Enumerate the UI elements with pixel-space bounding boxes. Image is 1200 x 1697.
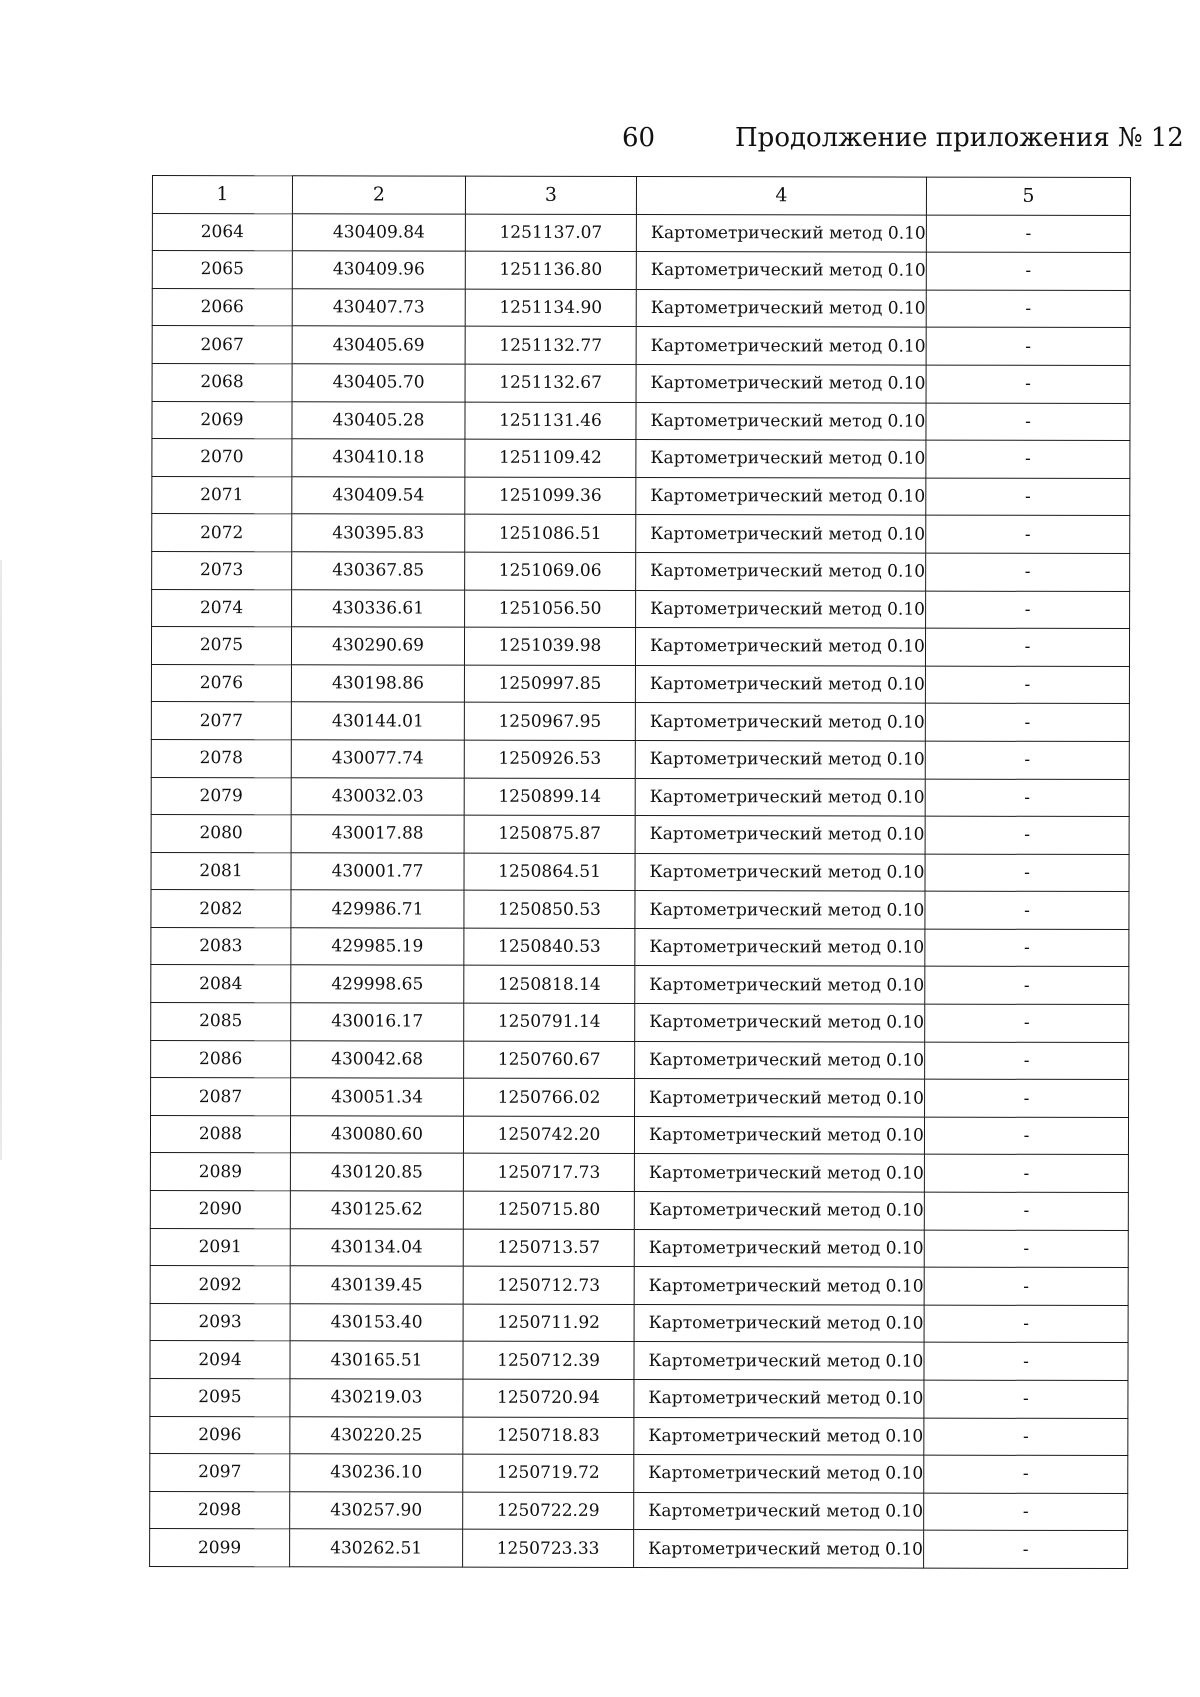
point-number-cell: 2094 <box>150 1341 290 1379</box>
x-coordinate-cell: 430409.84 <box>292 213 465 251</box>
point-number-cell: 2083 <box>151 927 291 965</box>
note-cell: - <box>924 1418 1128 1456</box>
method-cell: Картометрический метод 0.10 <box>634 1342 924 1380</box>
x-coordinate-cell: 430198.86 <box>291 665 464 703</box>
point-number-cell: 2077 <box>151 702 291 740</box>
x-coordinate-cell: 430409.54 <box>292 477 465 515</box>
y-coordinate-cell: 1250850.53 <box>464 890 635 928</box>
note-cell: - <box>925 891 1129 929</box>
table-row <box>151 739 1129 779</box>
y-coordinate-cell: 1250766.02 <box>464 1078 635 1116</box>
x-coordinate-cell: 430144.01 <box>291 702 464 740</box>
scan-edge-mark <box>0 560 2 1160</box>
y-coordinate-cell: 1250713.57 <box>463 1229 634 1267</box>
point-number-cell: 2082 <box>151 890 291 928</box>
method-cell: Картометрический метод 0.10 <box>635 778 925 816</box>
y-coordinate-cell: 1250864.51 <box>464 853 635 891</box>
method-cell: Картометрический метод 0.10 <box>635 928 925 966</box>
y-coordinate-cell: 1250712.39 <box>463 1342 634 1380</box>
method-cell: Картометрический метод 0.10 <box>634 1492 924 1530</box>
table-row <box>150 1266 1128 1306</box>
method-cell: Картометрический метод 0.10 <box>634 1380 924 1418</box>
y-coordinate-cell: 1250715.80 <box>463 1191 634 1229</box>
note-cell: - <box>924 1455 1128 1493</box>
x-coordinate-cell: 430220.25 <box>290 1416 463 1454</box>
note-cell: - <box>924 1343 1128 1381</box>
column-header-2: 2 <box>292 176 465 214</box>
table-row <box>150 1491 1128 1531</box>
x-coordinate-cell: 430405.69 <box>292 326 465 364</box>
table-row <box>152 514 1130 554</box>
point-number-cell: 2090 <box>150 1191 290 1229</box>
point-number-cell: 2084 <box>151 965 291 1003</box>
y-coordinate-cell: 1250840.53 <box>464 928 635 966</box>
coordinates-table-wrapper <box>149 175 1130 1569</box>
table-row <box>150 1191 1128 1231</box>
x-coordinate-cell: 430077.74 <box>291 740 464 778</box>
x-coordinate-cell: 430051.34 <box>291 1078 464 1116</box>
x-coordinate-cell: 430409.96 <box>292 251 465 289</box>
y-coordinate-cell: 1251132.67 <box>465 364 636 402</box>
table-row <box>150 1416 1128 1456</box>
table-row <box>151 815 1129 855</box>
x-coordinate-cell: 430017.88 <box>291 815 464 853</box>
page-number: 60 <box>622 123 656 153</box>
table-row <box>150 1153 1128 1193</box>
point-number-cell: 2085 <box>151 1003 291 1041</box>
x-coordinate-cell: 430395.83 <box>292 514 465 552</box>
note-cell: - <box>926 515 1130 553</box>
table-row <box>152 326 1130 366</box>
column-header-3: 3 <box>465 176 636 214</box>
table-row <box>152 439 1130 479</box>
method-cell: Картометрический метод 0.10 <box>634 1304 924 1342</box>
point-number-cell: 2081 <box>151 852 291 890</box>
y-coordinate-cell: 1250717.73 <box>463 1154 634 1192</box>
table-row <box>150 1454 1128 1494</box>
point-number-cell: 2067 <box>152 326 292 364</box>
method-cell: Картометрический метод 0.10 <box>635 1079 925 1117</box>
note-cell: - <box>924 1380 1128 1418</box>
note-cell: - <box>926 553 1130 591</box>
note-cell: - <box>926 365 1130 403</box>
point-number-cell: 2068 <box>152 363 292 401</box>
table-row <box>151 890 1129 930</box>
table-row <box>152 363 1130 403</box>
note-cell: - <box>924 1155 1128 1193</box>
method-cell: Картометрический метод 0.10 <box>636 289 926 327</box>
point-number-cell: 2097 <box>150 1454 290 1492</box>
note-cell: - <box>925 1079 1129 1117</box>
column-header-5: 5 <box>926 177 1130 215</box>
x-coordinate-cell: 429986.71 <box>291 890 464 928</box>
table-row <box>152 213 1130 253</box>
y-coordinate-cell: 1251137.07 <box>465 214 636 252</box>
y-coordinate-cell: 1250723.33 <box>463 1530 634 1568</box>
y-coordinate-cell: 1251086.51 <box>465 514 636 552</box>
table-row <box>150 1115 1128 1155</box>
y-coordinate-cell: 1251039.98 <box>464 627 635 665</box>
y-coordinate-cell: 1250720.94 <box>463 1379 634 1417</box>
table-row <box>152 589 1130 629</box>
method-cell: Картометрический метод 0.10 <box>635 740 925 778</box>
x-coordinate-cell: 430042.68 <box>291 1040 464 1078</box>
method-cell: Картометрический метод 0.10 <box>636 477 926 515</box>
point-number-cell: 2095 <box>150 1378 290 1416</box>
x-coordinate-cell: 430139.45 <box>290 1266 463 1304</box>
point-number-cell: 2075 <box>151 627 291 665</box>
note-cell: - <box>924 1267 1128 1305</box>
x-coordinate-cell: 430407.73 <box>292 289 465 327</box>
note-cell: - <box>924 1230 1128 1268</box>
x-coordinate-cell: 430134.04 <box>290 1228 463 1266</box>
table-row <box>150 1228 1128 1268</box>
table-row <box>152 251 1130 291</box>
x-coordinate-cell: 430016.17 <box>291 1003 464 1041</box>
note-cell: - <box>925 741 1129 779</box>
method-cell: Картометрический метод 0.10 <box>634 1116 924 1154</box>
point-number-cell: 2080 <box>151 815 291 853</box>
x-coordinate-cell: 430219.03 <box>290 1379 463 1417</box>
page-header <box>600 118 1184 158</box>
y-coordinate-cell: 1250997.85 <box>464 665 635 703</box>
x-coordinate-cell: 430236.10 <box>290 1454 463 1492</box>
note-cell: - <box>925 929 1129 967</box>
x-coordinate-cell: 429985.19 <box>291 928 464 966</box>
point-number-cell: 2093 <box>150 1303 290 1341</box>
y-coordinate-cell: 1250899.14 <box>464 778 635 816</box>
point-number-cell: 2074 <box>152 589 292 627</box>
note-cell: - <box>925 703 1129 741</box>
x-coordinate-cell: 430405.70 <box>292 364 465 402</box>
note-cell: - <box>925 1004 1129 1042</box>
method-cell: Картометрический метод 0.10 <box>636 590 926 628</box>
y-coordinate-cell: 1251109.42 <box>465 439 636 477</box>
appendix-title: Продолжение приложения № 12 <box>735 123 1184 153</box>
y-coordinate-cell: 1250722.29 <box>463 1492 634 1530</box>
y-coordinate-cell: 1251134.90 <box>465 289 636 327</box>
table-row <box>152 551 1130 591</box>
column-header-1: 1 <box>152 176 292 214</box>
method-cell: Картометрический метод 0.10 <box>634 1154 924 1192</box>
x-coordinate-cell: 429998.65 <box>291 965 464 1003</box>
table-row <box>152 476 1130 516</box>
method-cell: Картометрический метод 0.10 <box>635 966 925 1004</box>
method-cell: Картометрический метод 0.10 <box>636 252 926 290</box>
x-coordinate-cell: 430153.40 <box>290 1304 463 1342</box>
table-row <box>151 965 1129 1005</box>
x-coordinate-cell: 430125.62 <box>290 1191 463 1229</box>
method-cell: Картометрический метод 0.10 <box>635 1004 925 1042</box>
note-cell: - <box>926 327 1130 365</box>
point-number-cell: 2087 <box>151 1078 291 1116</box>
y-coordinate-cell: 1251132.77 <box>465 327 636 365</box>
method-cell: Картометрический метод 0.10 <box>635 816 925 854</box>
y-coordinate-cell: 1251069.06 <box>465 552 636 590</box>
y-coordinate-cell: 1251136.80 <box>465 251 636 289</box>
column-header-4: 4 <box>636 177 926 215</box>
x-coordinate-cell: 430405.28 <box>292 401 465 439</box>
point-number-cell: 2098 <box>150 1491 290 1529</box>
y-coordinate-cell: 1250791.14 <box>464 1003 635 1041</box>
note-cell: - <box>925 779 1129 817</box>
note-cell: - <box>924 1117 1128 1155</box>
method-cell: Картометрический метод 0.10 <box>634 1229 924 1267</box>
method-cell: Картометрический метод 0.10 <box>636 364 926 402</box>
method-cell: Картометрический метод 0.10 <box>634 1417 924 1455</box>
method-cell: Картометрический метод 0.10 <box>634 1267 924 1305</box>
x-coordinate-cell: 430336.61 <box>292 589 465 627</box>
note-cell: - <box>925 854 1129 892</box>
method-cell: Картометрический метод 0.10 <box>635 665 925 703</box>
point-number-cell: 2089 <box>150 1153 290 1191</box>
table-row <box>151 702 1129 742</box>
note-cell: - <box>926 403 1130 441</box>
y-coordinate-cell: 1250718.83 <box>463 1417 634 1455</box>
note-cell: - <box>925 816 1129 854</box>
point-number-cell: 2073 <box>152 551 292 589</box>
point-number-cell: 2078 <box>151 739 291 777</box>
method-cell: Картометрический метод 0.10 <box>635 628 925 666</box>
note-cell: - <box>926 290 1130 328</box>
table-row <box>150 1378 1128 1418</box>
y-coordinate-cell: 1250712.73 <box>463 1266 634 1304</box>
note-cell: - <box>924 1493 1128 1531</box>
note-cell: - <box>925 666 1129 704</box>
note-cell: - <box>926 440 1130 478</box>
method-cell: Картометрический метод 0.10 <box>636 214 926 252</box>
point-number-cell: 2072 <box>152 514 292 552</box>
x-coordinate-cell: 430120.85 <box>290 1153 463 1191</box>
point-number-cell: 2079 <box>151 777 291 815</box>
x-coordinate-cell: 430080.60 <box>290 1116 463 1154</box>
table-row <box>150 1529 1128 1569</box>
note-cell: - <box>925 628 1129 666</box>
x-coordinate-cell: 430001.77 <box>291 852 464 890</box>
method-cell: Картометрический метод 0.10 <box>636 515 926 553</box>
note-cell: - <box>926 252 1130 290</box>
y-coordinate-cell: 1250711.92 <box>463 1304 634 1342</box>
table-header-row <box>152 176 1130 216</box>
y-coordinate-cell: 1250875.87 <box>464 815 635 853</box>
coordinates-table <box>149 175 1131 1569</box>
point-number-cell: 2071 <box>152 476 292 514</box>
method-cell: Картометрический метод 0.10 <box>635 853 925 891</box>
method-cell: Картометрический метод 0.10 <box>635 891 925 929</box>
x-coordinate-cell: 430165.51 <box>290 1341 463 1379</box>
y-coordinate-cell: 1251099.36 <box>465 477 636 515</box>
note-cell: - <box>926 215 1130 253</box>
table-row <box>151 1003 1129 1043</box>
method-cell: Картометрический метод 0.10 <box>636 327 926 365</box>
note-cell: - <box>925 967 1129 1005</box>
y-coordinate-cell: 1251131.46 <box>465 402 636 440</box>
y-coordinate-cell: 1250742.20 <box>463 1116 634 1154</box>
table-row <box>151 927 1129 967</box>
table-row <box>152 401 1130 441</box>
method-cell: Картометрический метод 0.10 <box>635 1041 925 1079</box>
method-cell: Картометрический метод 0.10 <box>635 703 925 741</box>
y-coordinate-cell: 1250818.14 <box>464 966 635 1004</box>
y-coordinate-cell: 1250967.95 <box>464 702 635 740</box>
table-row <box>150 1303 1128 1343</box>
point-number-cell: 2064 <box>152 213 292 251</box>
x-coordinate-cell: 430257.90 <box>290 1492 463 1530</box>
method-cell: Картометрический метод 0.10 <box>634 1455 924 1493</box>
method-cell: Картометрический метод 0.10 <box>634 1530 924 1568</box>
note-cell: - <box>925 1042 1129 1080</box>
point-number-cell: 2065 <box>152 251 292 289</box>
y-coordinate-cell: 1250926.53 <box>464 740 635 778</box>
table-row <box>150 1341 1128 1381</box>
point-number-cell: 2099 <box>150 1529 290 1567</box>
x-coordinate-cell: 430262.51 <box>290 1529 463 1567</box>
note-cell: - <box>926 591 1130 629</box>
point-number-cell: 2070 <box>152 439 292 477</box>
x-coordinate-cell: 430032.03 <box>291 777 464 815</box>
y-coordinate-cell: 1250719.72 <box>463 1454 634 1492</box>
method-cell: Картометрический метод 0.10 <box>636 552 926 590</box>
table-body <box>150 213 1131 1568</box>
table-row <box>151 852 1129 892</box>
table-row <box>151 664 1129 704</box>
note-cell: - <box>926 478 1130 516</box>
table-row <box>151 777 1129 817</box>
method-cell: Картометрический метод 0.10 <box>636 440 926 478</box>
point-number-cell: 2076 <box>151 664 291 702</box>
point-number-cell: 2069 <box>152 401 292 439</box>
point-number-cell: 2092 <box>150 1266 290 1304</box>
table-row <box>152 288 1130 328</box>
method-cell: Картометрический метод 0.10 <box>634 1192 924 1230</box>
point-number-cell: 2091 <box>150 1228 290 1266</box>
table-row <box>151 1040 1129 1080</box>
note-cell: - <box>924 1305 1128 1343</box>
point-number-cell: 2066 <box>152 288 292 326</box>
note-cell: - <box>924 1192 1128 1230</box>
point-number-cell: 2086 <box>151 1040 291 1078</box>
point-number-cell: 2088 <box>150 1115 290 1153</box>
x-coordinate-cell: 430410.18 <box>292 439 465 477</box>
y-coordinate-cell: 1251056.50 <box>465 590 636 628</box>
point-number-cell: 2096 <box>150 1416 290 1454</box>
x-coordinate-cell: 430367.85 <box>292 552 465 590</box>
table-row <box>151 627 1129 667</box>
method-cell: Картометрический метод 0.10 <box>636 402 926 440</box>
table-row <box>151 1078 1129 1118</box>
y-coordinate-cell: 1250760.67 <box>464 1041 635 1079</box>
x-coordinate-cell: 430290.69 <box>291 627 464 665</box>
note-cell: - <box>924 1530 1128 1568</box>
